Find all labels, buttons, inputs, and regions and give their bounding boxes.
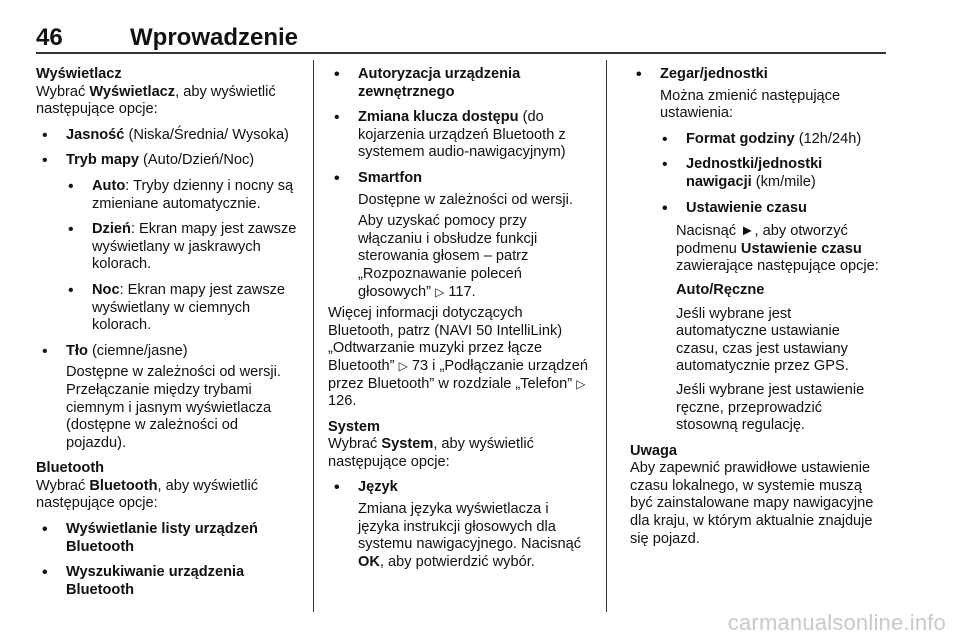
column-3 [630,66,885,548]
section-heading-bluetooth: Bluetooth [36,460,105,477]
option-auto-reczne: Auto/Ręczne [676,281,765,298]
sublist-item-jednostki: • Jednostki/jednostki nawigacji (km/mile) [630,156,885,191]
ustawienie-description: Nacisnąć ►, aby otworzyć podmenu Ustawienie czasu zawierające następujące opcje: [676,223,879,275]
zegar-description: Można zmienić następujące ustawienia: [660,87,841,122]
list-item-bt-device-list: • Wyświetlanie listy urządzeń Bluetooth [36,521,298,556]
page-reference-arrow-icon: ▷ [576,376,586,391]
section-heading-system: System [328,418,380,435]
auto-description: Jeśli wybrane jest automatyczne ustawianie czasu, czas jest ustawiany automatycznie przez GPS. [676,305,849,375]
more-info-paragraph: Więcej informacji dotyczących Bluetooth, patrz (NAVI 50 IntelliLink) „Odtwarzanie muzyki przez łącze Bluetooth” ▷ 73 i „Podłączanie urządzeń przez Bluetooth” w rozdziale „Telefon” ▷ 126. [328,305,588,410]
list-item-pin-change: • Zmiana klucza dostępu (do kojarzenia urządzeń Bluetooth z systemem audio-nawigacyjnym) [328,109,590,162]
page-number: 46 [36,24,63,51]
chapter-title: Wprowadzenie [130,24,299,51]
page-reference-arrow-icon: ▷ [435,284,445,299]
column-divider-2 [606,60,607,612]
right-triangle-icon: ► [740,223,755,240]
list-item-tryb-mapy: • Tryb mapy (Auto/Dzień/Noc) [36,152,298,170]
header-divider [36,52,886,54]
list-item-smartfon: • Smartfon [328,170,590,188]
column-1 [36,66,298,599]
list-item-jezyk: • Język [328,479,590,497]
sublist-item-auto: • Auto: Tryby dzienny i nocny są zmieniane automatycznie. [36,178,298,213]
note-heading: Uwaga [630,442,678,459]
tlo-description: Dostępne w zależności od wersji. Przełączanie między trybami ciemnym i jasnym wyświetlacza (dostępne w zależności od pojazdu). [66,364,281,451]
section-heading-display: Wyświetlacz [36,66,122,82]
sublist-item-ustawienie-czasu: • Ustawienie czasu [630,200,885,218]
sublist-item-format: • Format godziny (12h/24h) [630,131,885,149]
jezyk-description: Zmiana języka wyświetlacza i języka instrukcji głosowych dla systemu nawigacyjnego. Nacisnąć OK, aby potwierdzić wybór. [358,501,582,570]
smartfon-description-1: Dostępne w zależności od wersji. [358,191,573,208]
list-item-authorization: • Autoryzacja urządzenia zewnętrznego [328,66,590,101]
page-header [36,20,886,52]
smartfon-description-2: Aby uzyskać pomocy przy włączaniu i obsłudze funkcji sterowania głosem – patrz „Rozpoznawanie poleceń głosowych” ▷ 117. [358,213,538,300]
note-text: Aby zapewnić prawidłowe ustawienie czasu lokalnego, w systemie muszą być zainstalowane mapy nawigacyjne dla kraju, w którym aktualnie znajduje się pojazd. [630,460,874,547]
display-intro: Wybrać Wyświetlacz, aby wyświetlić następujące opcje: [36,83,276,118]
bluetooth-intro: Wybrać Bluetooth, aby wyświetlić następujące opcje: [36,477,259,512]
system-intro: Wybrać System, aby wyświetlić następujące opcje: [328,436,534,470]
page-reference-arrow-icon: ▷ [398,358,408,373]
list-item-bt-search: • Wyszukiwanie urządzenia Bluetooth [36,564,298,599]
list-item-tlo: • Tło (ciemne/jasne) [36,343,298,361]
sublist-item-dzien: • Dzień: Ekran mapy jest zawsze wyświetlany w jaskrawych kolorach. [36,221,298,274]
column-divider-1 [313,60,314,612]
reczne-description: Jeśli wybrane jest ustawienie ręczne, przeprowadzić stosowną regulację. [676,381,865,434]
list-item-jasnosc: • Jasność (Niska/Średnia/ Wysoka) [36,127,298,145]
watermark: carmanualsonline.info [727,610,946,635]
list-item-zegar: • Zegar/jednostki [630,66,885,84]
sublist-item-noc: • Noc: Ekran mapy jest zawsze wyświetlany w ciemnych kolorach. [36,282,298,335]
column-2 [328,66,590,571]
